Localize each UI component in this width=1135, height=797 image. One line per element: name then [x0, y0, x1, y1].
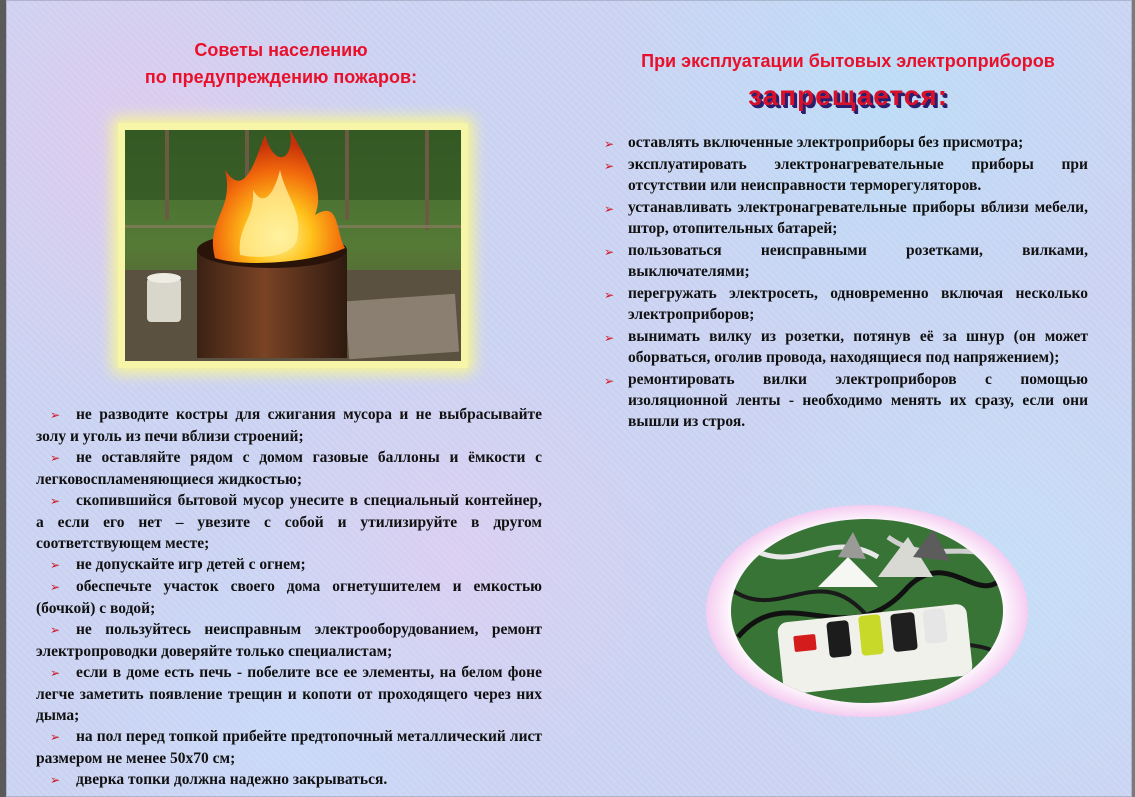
fire-barrel-image — [125, 130, 461, 361]
prohibited-item: ➢ пользоваться неисправными розетками, вилками, выключателями; — [604, 242, 1088, 280]
arrowhead-bullet-icon: ➢ — [50, 558, 61, 572]
arrowhead-bullet-icon: ➢ — [50, 623, 61, 637]
tip-item: ➢ скопившийся бытовой мусор унесите в специальный контейнер, а если его нет – увезите с собой и утилизируйте в другом соответствующем месте; — [36, 492, 542, 552]
arrowhead-bullet-icon: ➢ — [604, 374, 615, 388]
arrowhead-bullet-icon: ➢ — [604, 159, 615, 173]
fire-safety-tips-list — [36, 404, 542, 791]
arrowhead-bullet-icon: ➢ — [604, 245, 615, 259]
prohibited-item: ➢ ремонтировать вилки электроприборов с помощью изоляционной ленты - необходимо менять их сразу, если они вышли из строя. — [604, 371, 1088, 430]
arrowhead-bullet-icon: ➢ — [50, 773, 61, 787]
arrowhead-bullet-icon: ➢ — [604, 137, 615, 151]
tip-item: ➢ не пользуйтесь неисправным электрооборудованием, ремонт электропроводки доверяйте только специалистам; — [36, 621, 542, 660]
arrowhead-bullet-icon: ➢ — [604, 331, 615, 345]
forbidden-heading: запрещается: — [747, 80, 949, 111]
tip-item: ➢ обеспечьте участок своего дома огнетушителем и емкостью (бочкой) с водой; — [36, 578, 542, 617]
prohibited-item: ➢ оставлять включенные электроприборы без присмотра; — [604, 132, 1088, 153]
tip-item: ➢ дверка топки должна надежно закрываться. — [36, 769, 542, 791]
left-title — [66, 37, 496, 91]
tip-item: ➢ если в доме есть печь - побелите все ее элементы, на белом фоне легче заметить появление трещин и копоти от проходящего через них дыма; — [36, 664, 542, 724]
tip-item: ➢ на пол перед топкой прибейте предтопочный металлический лист размером не менее 50х70 см; — [36, 728, 542, 767]
arrowhead-bullet-icon: ➢ — [50, 451, 61, 465]
arrowhead-bullet-icon: ➢ — [604, 288, 615, 302]
prohibited-item: ➢ перегружать электросеть, одновременно включая несколько электроприборов; — [604, 285, 1088, 323]
tip-item: ➢ не разводите костры для сжигания мусора и не выбрасывайте золу и уголь из печи вблизи строений; — [36, 406, 542, 445]
power-strip-photo-frame — [706, 505, 1028, 717]
prohibited-item: ➢ эксплуатировать электронагревательные приборы при отсутствии или неисправности терморегуляторов. — [604, 156, 1088, 194]
prohibited-item: ➢ вынимать вилку из розетки, потянув её за шнур (он может оборваться, оголив провода, находящиеся под напряжением); — [604, 328, 1088, 366]
arrowhead-bullet-icon: ➢ — [50, 408, 61, 422]
arrowhead-bullet-icon: ➢ — [50, 494, 61, 508]
arrowhead-bullet-icon: ➢ — [50, 580, 61, 594]
left-title-line2: по предупреждению пожаров: — [144, 67, 418, 87]
fire-barrel-photo — [118, 123, 468, 368]
prohibited-item: ➢ устанавливать электронагревательные приборы вблизи мебели, штор, отопительных батарей; — [604, 199, 1088, 237]
tip-item: ➢ не оставляйте рядом с домом газовые баллоны и ёмкости с легковоспламеняющиеся жидкостью; — [36, 449, 542, 488]
arrowhead-bullet-icon: ➢ — [604, 202, 615, 216]
prohibited-actions-list — [604, 132, 1088, 433]
left-title-line1: Советы населению — [194, 40, 368, 60]
arrowhead-bullet-icon: ➢ — [50, 666, 61, 680]
right-title: При эксплуатации бытовых электроприборов — [641, 51, 1055, 71]
overloaded-power-strip-image — [728, 517, 1006, 705]
arrowhead-bullet-icon: ➢ — [50, 730, 61, 744]
brochure-page — [6, 0, 1132, 797]
tip-item: ➢ не допускайте игр детей с огнем; — [36, 554, 542, 576]
